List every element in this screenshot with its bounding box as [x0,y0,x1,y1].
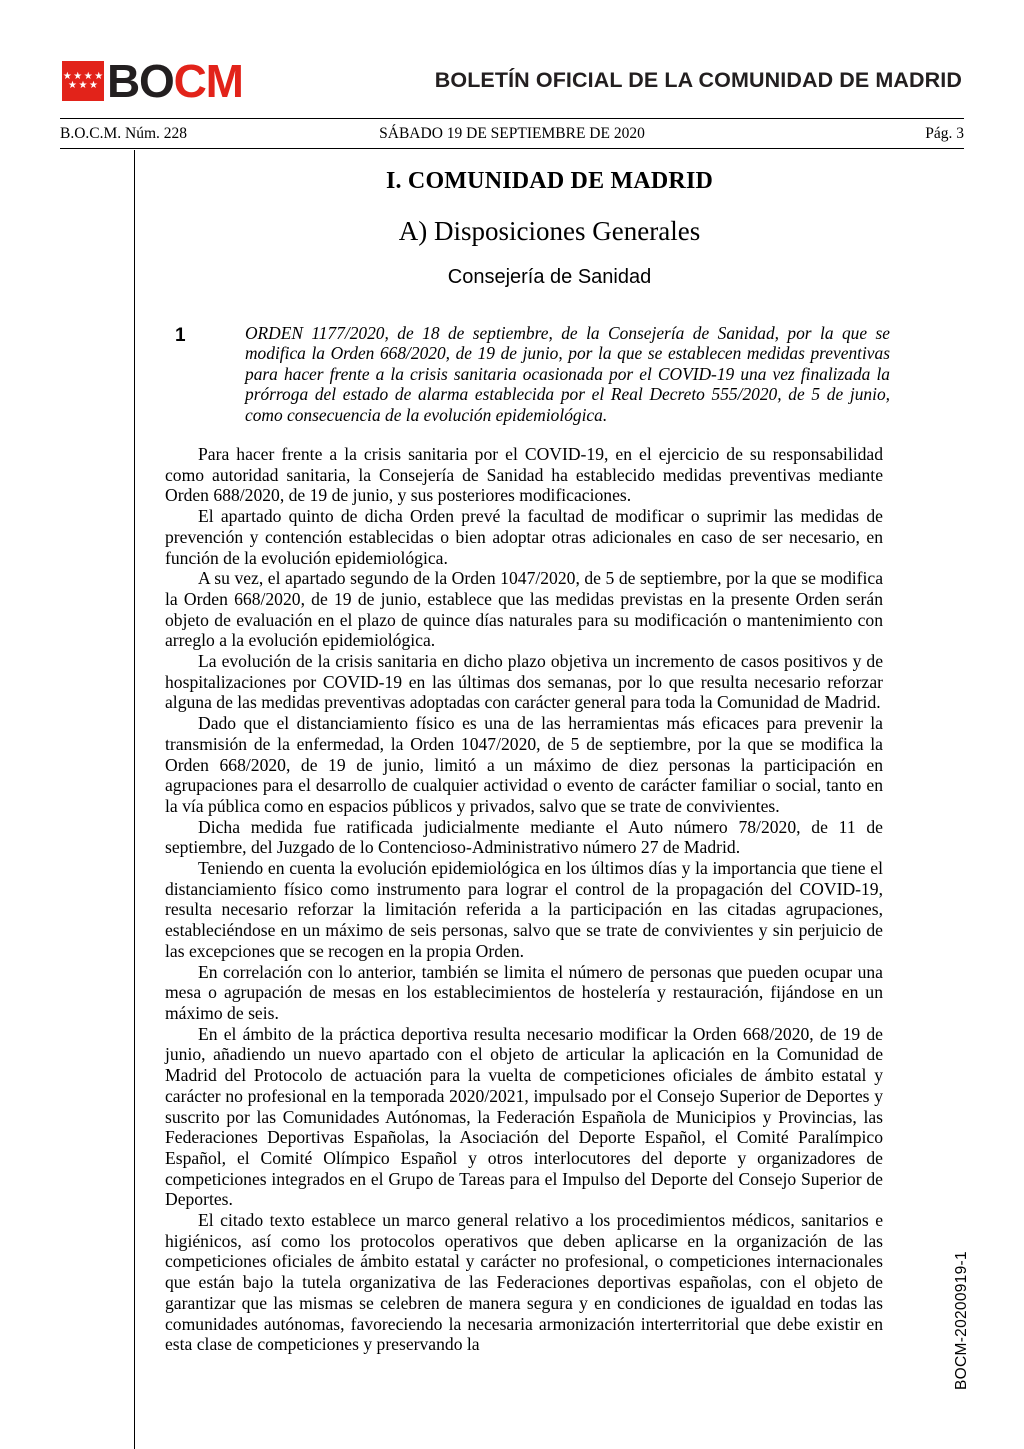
side-code-label: BOCM-20200919-1 [953,1251,970,1390]
star-icon: ★ [88,79,98,91]
madrid-flag-icon [62,61,104,101]
bocm-wordmark [107,55,243,107]
star-icon: ★ [62,70,72,82]
body-paragraph: Dado que el distanciamiento físico es una de las herramientas más eficaces para prevenir la transmisión de la enfermedad, la Orden 1047/2020, de 5 de septiembre, por la que se modifica la Orden 668/2020, de 19 de junio, limitó a un máximo de diez personas la participación en agrupaciones para el desarrollo de cualquier actividad o evento de carácter familiar o social, tanto en la vía pública como en espacios públicos y privados, salvo que se trate de convivientes. [165,713,883,816]
body-paragraph: A su vez, el apartado segundo de la Orden 1047/2020, de 5 de septiembre, por la que se modifica la Orden 668/2020, de 19 de junio, establece que las medidas previstas en la presente Orden serán objeto de evaluación en el plazo de quince días naturales para su modificación o mantenimiento con arreglo a la evolución epidemiológica. [165,568,883,651]
running-head [60,123,964,147]
star-icon: ★ [94,70,104,82]
star-icon: ★ [83,70,93,82]
body-text [165,444,883,1355]
wordmark-cm: CM [173,55,243,107]
running-head-date: SÁBADO 19 DE SEPTIEMBRE DE 2020 [379,125,645,142]
masthead-divider-top [60,118,964,119]
star-icon: ★ [73,70,83,82]
department-heading: Consejería de Sanidad [447,266,652,288]
document-headings [135,166,964,290]
running-head-issue: B.O.C.M. Núm. 228 [60,125,188,142]
masthead [0,0,1024,118]
body-paragraph: En el ámbito de la práctica deportiva resulta necesario modificar la Orden 668/2020, de 19 de junio, añadiendo un nuevo apartado con el objeto de articular la aplicación en la Comunidad de Madrid del Protocolo de actuación para la vuelta de competiciones oficiales de ámbito estatal y carácter no profesional en la temporada 2020/2021, impulsado por el Consejo Superior de Deportes y suscrito por las Comunidades Autónomas, la Federación Española de Municipios y Provincias, las Federaciones Deportivas Españolas, la Asociación del Deporte Español, el Comité Paralímpico Español, el Comité Olímpico Español y otros interlocutores del deporte y organizadores de competiciones integrados en el Grupo de Tareas para el Impulso del Deporte del Consejo Superior de Deportes. [165,1023,883,1210]
section-heading: I. COMUNIDAD DE MADRID [385,168,714,194]
order-reference-block [135,323,895,425]
body-paragraph: El citado texto establece un marco general relativo a los procedimientos médicos, sanitarios e higiénicos, así como los protocolos operativos que deben aplicarse en la organización de las competiciones oficiales de ámbito estatal y carácter no profesional, o competiciones internacionales que están bajo la tutela organizativa de las Federaciones deportivas españolas, con el objeto de garantizar que las mismas se celebren de manera segura y en condiciones de igualdad en todas las comunidades autónomas, favoreciendo la necesaria armonización interterritorial que debe existir en esta clase de competiciones y preservando la [165,1210,883,1355]
masthead-title: BOLETÍN OFICIAL DE LA COMUNIDAD DE MADRID [434,68,962,92]
wordmark-bo: BO [107,55,174,107]
flag-star-row-bottom [68,79,98,91]
order-title: ORDEN 1177/2020, de 18 de septiembre, de la Consejería de Sanidad, por la que se modifica la Orden 668/2020, de 19 de junio, por la que se establecen medidas preventivas para hacer frente a la crisis sanitaria ocasionada por el COVID-19 una vez finalizada la prórroga del estado de alarma establecida por el Real Decreto 555/2020, de 5 de junio, como consecuencia de la evolución epidemiológica. [245,323,890,425]
body-paragraph: Teniendo en cuenta la evolución epidemiológica en los últimos días y la importancia que tiene el distanciamiento físico como instrumento para lograr el control de la propagación del COVID-19, resulta necesario reforzar la limitación referida a la participación en las citadas agrupaciones, estableciéndose en un máximo de seis personas, salvo que se trate de convivientes y sin perjuicio de las excepciones que se recogen en la propia Orden. [165,858,883,961]
body-paragraph: El apartado quinto de dicha Orden prevé la facultad de modificar o suprimir las medidas de prevención y contención establecidas o bien adoptar otras adicionales en caso de ser necesario, en función de la evolución epidemiológica. [165,506,883,568]
running-head-page: Pág. 3 [925,125,964,142]
star-icon: ★ [78,79,88,91]
body-paragraph: En correlación con lo anterior, también se limita el número de personas que pueden ocupar una mesa o agrupación de mesas en los establecimientos de hostelería y restauración, fijándose en un máximo de seis. [165,961,883,1023]
subsection-heading: A) Disposiciones Generales [398,216,701,246]
running-head-divider [60,148,964,149]
body-paragraph: Dicha medida fue ratificada judicialmente mediante el Auto número 78/2020, de 11 de septiembre, del Juzgado de lo Contencioso-Administrativo número 27 de Madrid. [165,816,883,858]
order-item-number: 1 [175,325,186,346]
star-icon: ★ [68,79,78,91]
bocm-logo [62,57,243,105]
body-paragraph: Para hacer frente a la crisis sanitaria por el COVID-19, en el ejercicio de su responsabilidad como autoridad sanitaria, la Consejería de Sanidad ha establecido medidas preventivas mediante Orden 688/2020, de 19 de junio, y sus posteriores modificaciones. [165,444,883,506]
document-side-code [953,1212,977,1392]
body-paragraph: La evolución de la crisis sanitaria en dicho plazo objetiva un incremento de casos positivos y de hospitalizaciones por COVID-19 en las últimas dos semanas, por lo que resulta necesario reforzar alguna de las medidas preventivas adoptadas con carácter general para toda la Comunidad de Madrid. [165,651,883,713]
